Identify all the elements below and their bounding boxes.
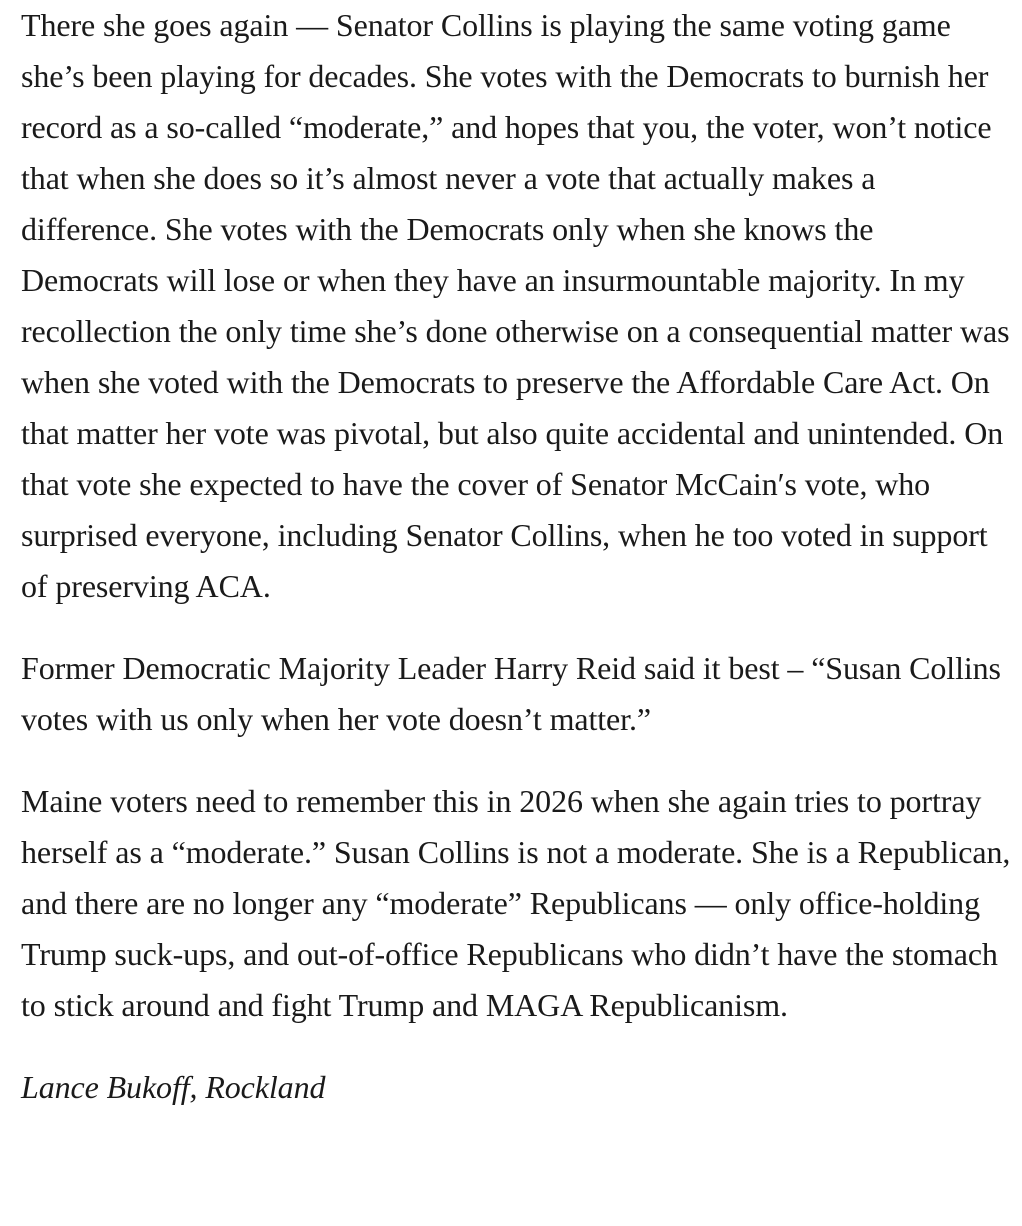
author-signature: Lance Bukoff, Rockland	[21, 1069, 326, 1105]
paragraph-collins-voting-record: There she goes again — Senator Collins is playing the same voting game she’s been playing for decades. She votes with the Democrats to burnish her record as a so-called “moderate,” and hopes that you, the voter, won’t notice that when she does so it’s almost never a vote that actually makes a difference. She votes with the Democrats only when she knows the Democrats will lose or when they have an insurmountable majority. In my recollection the only time she’s done otherwise on a consequential matter was when she voted with the Democrats to preserve the Affordable Care Act. On that matter her vote was pivotal, but also quite accidental and unintended. On that vote she expected to have the cover of Senator McCain′s vote, who surprised everyone, including Senator Collins, when he too voted in support of preserving ACA.	[21, 7, 1010, 604]
paragraph-harry-reid-quote: Former Democratic Majority Leader Harry Reid said it best – “Susan Collins votes with us only when her vote doesn’t matter.”	[21, 650, 1001, 737]
letter-to-editor	[21, 0, 1011, 1113]
paragraph-maine-voters-2026: Maine voters need to remember this in 2026 when she again tries to portray herself as a “moderate.” Susan Collins is not a moderate. She is a Republican, and there are no longer any “moderate” Republicans — only office-holding Trump suck-ups, and out-of-office Republicans who didn’t have the stomach to stick around and fight Trump and MAGA Republicanism.	[21, 783, 1011, 1023]
